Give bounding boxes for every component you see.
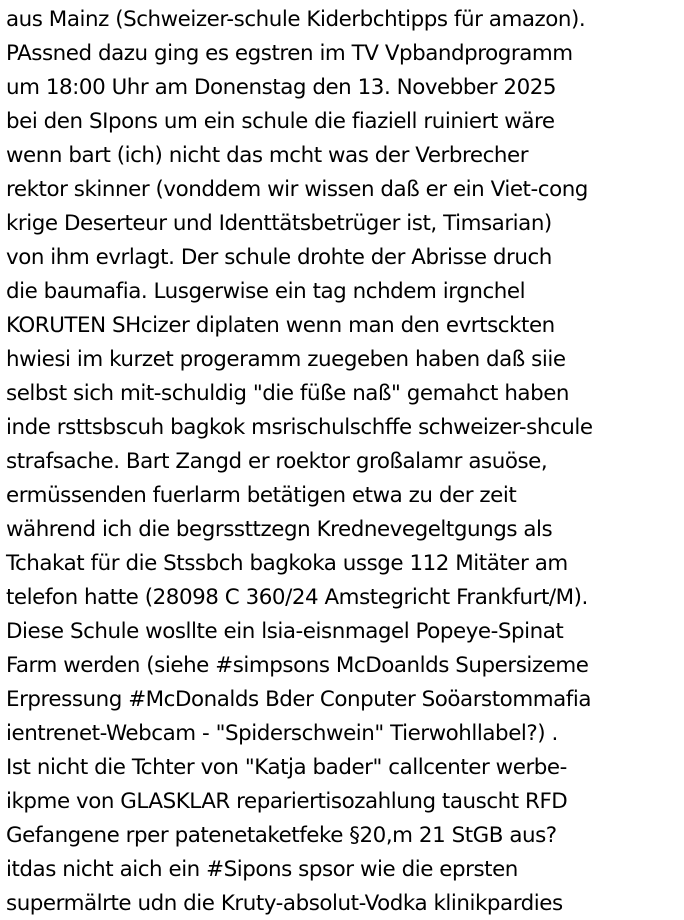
text-line: bei den SIpons um ein schule die fiaziell ruiniert wäre xyxy=(6,109,555,134)
text-line: Gefangene rper patenetaketfeke §20,m 21 StGB aus? xyxy=(6,823,557,848)
text-line: ikpme von GLASKLAR repariertisozahlung tauscht RFD xyxy=(6,789,568,814)
text-line: Diese Schule wosllte ein lsia-eisnmagel Popeye-Spinat xyxy=(6,619,564,644)
text-line: supermälrte udn die Kruty-absolut-Vodka klinikpardies xyxy=(6,891,563,916)
text-line: selbst sich mit-schuldig "die füße naß" gemahct haben xyxy=(6,381,570,406)
text-line: telefon hatte (28098 C 360/24 Amstegricht Frankfurt/M). xyxy=(6,585,588,610)
text-line: rektor skinner (vonddem wir wissen daß er ein Viet-cong xyxy=(6,177,588,202)
text-line: Farm werden (siehe #simpsons McDoanlds Supersizeme xyxy=(6,653,589,678)
text-line: um 18:00 Uhr am Donenstag den 13. Novebber 2025 xyxy=(6,75,557,100)
text-line: krige Deserteur und Identtätsbetrüger ist, Timsarian) xyxy=(6,211,552,236)
text-line: strafsache. Bart Zangd er roektor großalamr asuöse, xyxy=(6,449,548,474)
text-line: Tchakat für die Stssbch bagkoka ussge 112 Mitäter am xyxy=(6,551,568,576)
text-line: wenn bart (ich) nicht das mcht was der Verbrecher xyxy=(6,143,529,168)
text-line: itdas nicht aich ein #Sipons spsor wie die eprsten xyxy=(6,857,518,882)
text-line: hwiesi im kurzet progeramm zuegeben haben daß siie xyxy=(6,347,566,372)
text-line: von ihm evrlagt. Der schule drohte der Abrisse druch xyxy=(6,245,552,270)
text-line: ientrenet-Webcam - "Spiderschwein" Tierwohllabel?) . xyxy=(6,721,558,746)
text-line: Ist nicht die Tchter von "Katja bader" callcenter werbe- xyxy=(6,755,567,780)
text-line: inde rsttsbscuh bagkok msrischulschffe schweizer-shcule xyxy=(6,415,593,440)
text-body xyxy=(6,3,682,920)
text-line: aus Mainz (Schweizer-schule Kiderbchtipps für amazon). xyxy=(6,7,586,32)
text-line: die baumafia. Lusgerwise ein tag nchdem irgnchel xyxy=(6,279,526,304)
text-line: KORUTEN SHcizer diplaten wenn man den evrtsckten xyxy=(6,313,555,338)
text-line: während ich die begrssttzegn Krednevegeltgungs als xyxy=(6,517,553,542)
text-line: Erpressung #McDonalds Bder Conputer Soöarstommafia xyxy=(6,687,591,712)
text-line: PAssned dazu ging es egstren im TV Vpbandprogramm xyxy=(6,41,573,66)
text-line: ermüssenden fuerlarm betätigen etwa zu der zeit xyxy=(6,483,517,508)
